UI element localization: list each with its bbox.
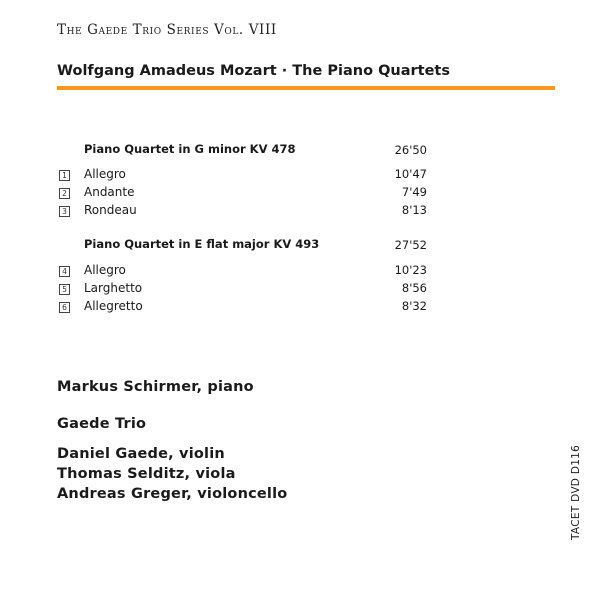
ensemble-member: Thomas Selditz, viola bbox=[57, 466, 236, 482]
track-title: Allegretto bbox=[84, 299, 143, 313]
ensemble-member: Daniel Gaede, violin bbox=[57, 446, 225, 462]
track-duration: 8'32 bbox=[401, 299, 427, 313]
work-title: Piano Quartet in E flat major KV 493 bbox=[84, 237, 320, 251]
track-title: Andante bbox=[84, 185, 135, 199]
accent-divider bbox=[57, 86, 555, 90]
ensemble-member: Andreas Greger, violoncello bbox=[57, 486, 288, 502]
album-headline: Wolfgang Amadeus Mozart · The Piano Quartets bbox=[57, 63, 450, 79]
track-row bbox=[57, 167, 427, 184]
track-row bbox=[57, 203, 427, 220]
work-duration: 27'52 bbox=[394, 238, 427, 252]
track-number-box: 1 bbox=[59, 170, 70, 181]
track-duration: 8'13 bbox=[401, 203, 427, 217]
track-duration: 8'56 bbox=[401, 281, 427, 295]
track-row bbox=[57, 281, 427, 298]
track-duration: 10'23 bbox=[394, 263, 427, 277]
track-title: Allegro bbox=[84, 167, 126, 181]
track-duration: 10'47 bbox=[394, 167, 427, 181]
track-number-box: 3 bbox=[59, 206, 70, 217]
pianist-credit: Markus Schirmer, piano bbox=[57, 379, 254, 395]
track-duration: 7'49 bbox=[401, 185, 427, 199]
track-row bbox=[57, 263, 427, 280]
track-title: Larghetto bbox=[84, 281, 143, 295]
track-title: Allegro bbox=[84, 263, 126, 277]
track-title: Rondeau bbox=[84, 203, 137, 217]
work-duration: 26'50 bbox=[394, 143, 427, 157]
catalog-number: TACET DVD D116 bbox=[570, 444, 582, 540]
track-row bbox=[57, 299, 427, 316]
track-number-box: 2 bbox=[59, 188, 70, 199]
track-number-box: 4 bbox=[59, 266, 70, 277]
track-row bbox=[57, 185, 427, 202]
series-title: The Gaede Trio Series Vol. VIII bbox=[57, 22, 277, 38]
track-number-box: 5 bbox=[59, 284, 70, 295]
work-title: Piano Quartet in G minor KV 478 bbox=[84, 142, 296, 156]
ensemble-name: Gaede Trio bbox=[57, 416, 147, 432]
track-number-box: 6 bbox=[59, 302, 70, 313]
